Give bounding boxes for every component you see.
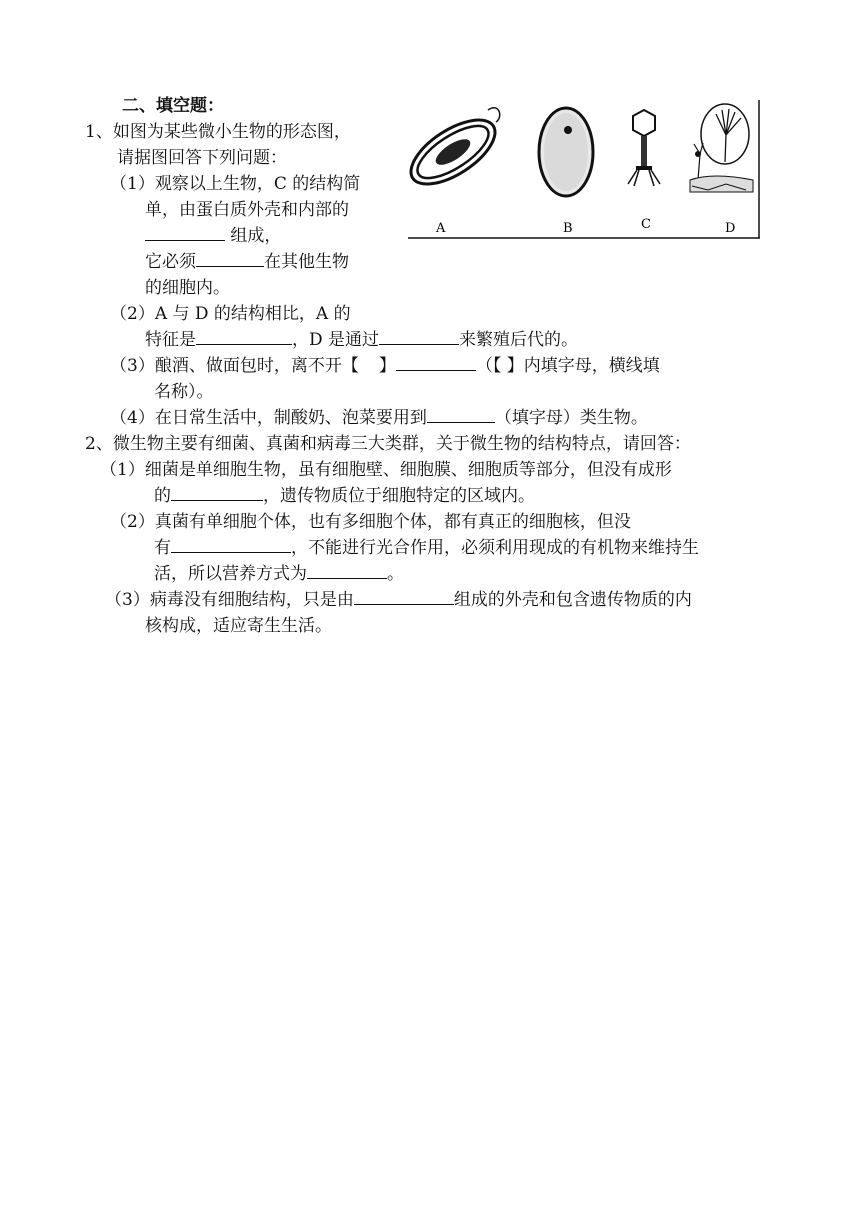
q2-sub1-line1: （1）细菌是单细胞生物，虽有细胞壁、细胞膜、细胞质等部分，但没有成形 [100, 460, 672, 480]
answer-blank[interactable] [171, 536, 291, 553]
q2-sub2-line1: （2）真菌有单细胞个体，也有多细胞个体，都有真正的细胞核，但没 [110, 512, 631, 532]
bacterium-drawing [408, 107, 505, 196]
mold-drawing [690, 104, 753, 192]
answer-blank[interactable] [396, 354, 476, 371]
answer-blank[interactable] [196, 250, 264, 267]
yeast-drawing [539, 108, 593, 196]
microorganism-figure [408, 100, 763, 240]
figure-label-d: D [725, 221, 736, 236]
answer-blank[interactable] [145, 224, 225, 241]
answer-blank[interactable] [427, 406, 495, 423]
q1-sub3-line1: （3）酿酒、做面包时，离不开【 】 （【 】内填字母，横线填 [110, 356, 660, 376]
q1-sub1-line2: 单，由蛋白质外壳和内部的 [145, 200, 349, 220]
answer-blank[interactable] [354, 588, 454, 605]
answer-blank[interactable] [379, 328, 459, 345]
q1-sub3-line2: 名称）。 [154, 382, 214, 402]
q2-sub2-line2: 有 ，不能进行光合作用，必须利用现成的有机物来维持生 [154, 538, 699, 558]
bacteriophage-drawing [628, 110, 660, 186]
answer-blank[interactable] [171, 484, 263, 501]
q2-sub3-line2: 核构成，适应寄生生活。 [145, 616, 332, 636]
q1-intro: 1、如图为某些微小生物的形态图， [85, 122, 351, 142]
figure-label-c: C [641, 217, 651, 232]
q1-sub1-line3: 组成， [145, 224, 281, 248]
q1-sub2-line2: 特征是 ，D 是通过 来繁殖后代的。 [145, 330, 579, 350]
q2-sub2-line3: 活，所以营养方式为 。 [154, 564, 404, 584]
q1-sub2-line1: （2）A 与 D 的结构相比，A 的 [110, 304, 351, 324]
q1-sub1-line5: 的细胞内。 [145, 278, 230, 298]
q2-sub3-line1: （3）病毒没有细胞结构，只是由 组成的外壳和包含遗传物质的内 [105, 590, 692, 610]
q1-sub1-line4: 它必须 在其他生物 [145, 252, 349, 272]
q2-intro: 2、微生物主要有细菌、真菌和病毒三大类群，关于微生物的结构特点，请回答： [85, 434, 691, 454]
q2-sub1-line2: 的 ，遗传物质位于细胞特定的区域内。 [154, 486, 535, 506]
answer-blank[interactable] [196, 328, 292, 345]
q1-sub1-line1: （1）观察以上生物，C 的结构简 [110, 174, 361, 194]
figure-label-a: A [436, 221, 446, 236]
answer-blank[interactable] [307, 562, 387, 579]
q1-intro-2: 请据图回答下列问题： [117, 148, 287, 168]
figure-label-b: B [563, 221, 573, 236]
q1-sub4-line1: （4）在日常生活中，制酸奶、泡菜要用到 （填字母）类生物。 [110, 408, 648, 428]
section-title: 二、填空题： [122, 96, 224, 116]
